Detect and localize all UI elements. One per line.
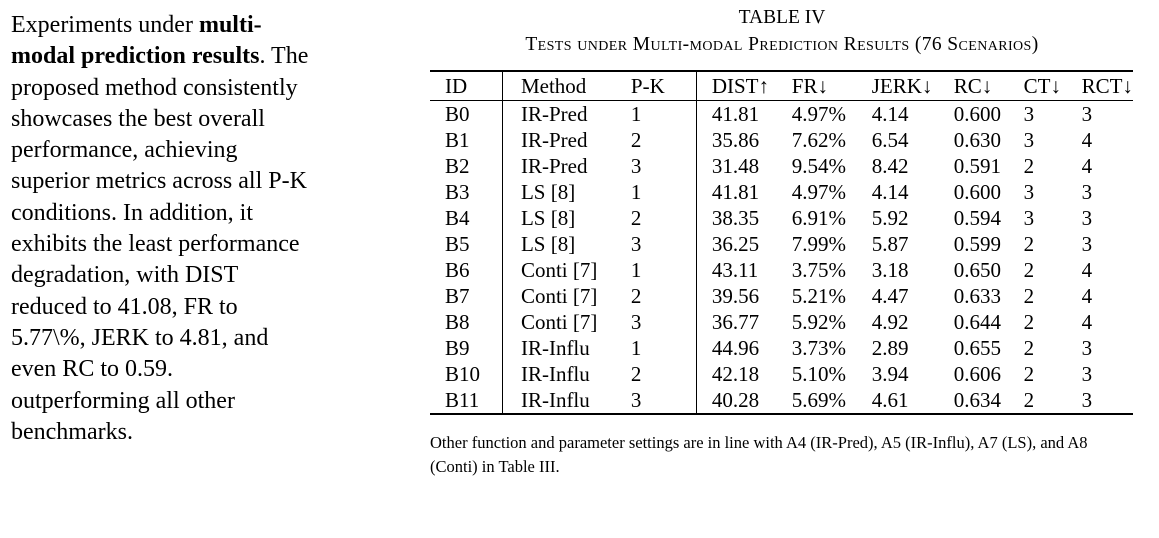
cell-id: B4 (430, 205, 502, 231)
cell-method: IR-Pred (520, 154, 588, 178)
cell-jerk: 6.54 (871, 128, 909, 152)
cell-rc: 0.591 (953, 154, 1001, 178)
cell-method: IR-Pred (520, 102, 588, 126)
cell-method: LS [8] (520, 180, 576, 204)
cell-pk: 2 (630, 128, 642, 152)
table-caption: Other function and parameter settings are in line with A4 (IR-Pred), A5 (IR-Influ), A7 (LS), and A8 (Conti) in Table III. (430, 433, 1088, 476)
cell-dist: 40.28 (696, 387, 791, 414)
cell-pk: 1 (630, 102, 642, 126)
cell-dist: 38.35 (696, 205, 791, 231)
header-rct: RCT↓ (1081, 74, 1133, 98)
cell-rct: 4 (1081, 310, 1093, 334)
cell-jerk: 4.92 (871, 310, 909, 334)
cell-fr: 5.21% (791, 284, 847, 308)
cell-dist: 35.86 (696, 127, 791, 153)
cell-jerk: 4.61 (871, 388, 909, 412)
cell-id: B6 (430, 257, 502, 283)
cell-id: B7 (430, 283, 502, 309)
cell-rc: 0.655 (953, 336, 1001, 360)
cell-id: B3 (430, 179, 502, 205)
table-row (430, 179, 1133, 205)
cell-pk: 3 (630, 232, 642, 256)
cell-rct: 3 (1081, 388, 1093, 412)
cell-rc: 0.599 (953, 232, 1001, 256)
cell-pk: 1 (630, 258, 642, 282)
cell-rc: 0.600 (953, 102, 1001, 126)
cell-rct: 4 (1081, 128, 1093, 152)
cell-fr: 6.91% (791, 206, 847, 230)
cell-id: B1 (430, 127, 502, 153)
paragraph-intro: Experiments under (11, 12, 199, 38)
cell-jerk: 4.47 (871, 284, 909, 308)
cell-ct: 3 (1023, 102, 1035, 126)
cell-ct: 2 (1023, 232, 1035, 256)
table-row (430, 231, 1133, 257)
header-ct: CT↓ (1023, 74, 1061, 98)
cell-fr: 4.97% (791, 180, 847, 204)
cell-jerk: 8.42 (871, 154, 909, 178)
header-method: Method (520, 74, 587, 98)
cell-ct: 3 (1023, 180, 1035, 204)
cell-method: LS [8] (520, 206, 576, 230)
cell-fr: 5.92% (791, 310, 847, 334)
cell-jerk: 4.14 (871, 180, 909, 204)
cell-rc: 0.644 (953, 310, 1001, 334)
cell-method: Conti [7] (520, 258, 598, 282)
cell-fr: 9.54% (791, 154, 847, 178)
cell-id: B9 (430, 335, 502, 361)
table-row (430, 205, 1133, 231)
cell-rc: 0.630 (953, 128, 1001, 152)
cell-pk: 3 (630, 310, 642, 334)
table-row (430, 257, 1133, 283)
cell-id: B8 (430, 309, 502, 335)
cell-ct: 2 (1023, 258, 1035, 282)
header-fr: FR↓ (791, 74, 828, 98)
cell-fr: 7.99% (791, 232, 847, 256)
cell-rct: 3 (1081, 102, 1093, 126)
cell-method: Conti [7] (520, 284, 598, 308)
cell-ct: 2 (1023, 154, 1035, 178)
cell-dist: 41.81 (696, 101, 791, 128)
table-body (430, 101, 1133, 415)
cell-rc: 0.600 (953, 180, 1001, 204)
cell-fr: 3.75% (791, 258, 847, 282)
cell-rct: 3 (1081, 206, 1093, 230)
cell-dist: 31.48 (696, 153, 791, 179)
header-jerk: JERK↓ (871, 74, 933, 98)
cell-pk: 1 (630, 336, 642, 360)
cell-method: IR-Influ (520, 362, 590, 386)
cell-dist: 36.77 (696, 309, 791, 335)
cell-id: B5 (430, 231, 502, 257)
cell-fr: 4.97% (791, 102, 847, 126)
table-header-row (430, 71, 1133, 101)
cell-dist: 43.11 (696, 257, 791, 283)
cell-rct: 4 (1081, 154, 1093, 178)
cell-ct: 2 (1023, 388, 1035, 412)
cell-jerk: 3.94 (871, 362, 909, 386)
cell-pk: 3 (630, 154, 642, 178)
cell-ct: 2 (1023, 336, 1035, 360)
table-row (430, 309, 1133, 335)
cell-rc: 0.633 (953, 284, 1001, 308)
cell-jerk: 2.89 (871, 336, 909, 360)
cell-method: Conti [7] (520, 310, 598, 334)
cell-fr: 5.10% (791, 362, 847, 386)
cell-dist: 41.81 (696, 179, 791, 205)
cell-rc: 0.634 (953, 388, 1001, 412)
cell-jerk: 3.18 (871, 258, 909, 282)
cell-id: B2 (430, 153, 502, 179)
cell-rct: 4 (1081, 258, 1093, 282)
cell-jerk: 4.14 (871, 102, 909, 126)
cell-rc: 0.650 (953, 258, 1001, 282)
cell-rct: 3 (1081, 336, 1093, 360)
cell-pk: 2 (630, 206, 642, 230)
results-table (430, 70, 1133, 415)
cell-id: B10 (430, 361, 502, 387)
header-rc: RC↓ (953, 74, 993, 98)
cell-pk: 3 (630, 388, 642, 412)
cell-rct: 3 (1081, 362, 1093, 386)
cell-dist: 39.56 (696, 283, 791, 309)
cell-rc: 0.606 (953, 362, 1001, 386)
table-row (430, 361, 1133, 387)
paragraph-period: . (259, 43, 266, 70)
header-dist: DIST↑ (696, 71, 791, 101)
paragraph-body: The proposed method consistently showcases the best overall performance, achieving superior metrics across all P-K conditions. In addition, it exhibits the least performance degradation, with DIST reduced to 41.08, FR to 5.77\%, JERK to 4.81, and even RC to 0.59. outperforming all other benchmarks. (11, 43, 309, 445)
cell-method: IR-Pred (520, 128, 588, 152)
table-title: TABLE IV (738, 7, 826, 28)
cell-ct: 3 (1023, 128, 1035, 152)
cell-ct: 2 (1023, 284, 1035, 308)
header-id: ID (430, 71, 502, 101)
cell-rct: 3 (1081, 180, 1093, 204)
cell-dist: 36.25 (696, 231, 791, 257)
cell-method: LS [8] (520, 232, 576, 256)
table-row (430, 283, 1133, 309)
table-row (430, 127, 1133, 153)
table-row (430, 101, 1133, 128)
table-row (430, 153, 1133, 179)
cell-rct: 3 (1081, 232, 1093, 256)
cell-pk: 1 (630, 180, 642, 204)
cell-ct: 3 (1023, 206, 1035, 230)
cell-method: IR-Influ (520, 336, 590, 360)
header-pk: P-K (630, 74, 665, 98)
cell-pk: 2 (630, 362, 642, 386)
cell-id: B0 (430, 101, 502, 128)
cell-dist: 44.96 (696, 335, 791, 361)
cell-rc: 0.594 (953, 206, 1001, 230)
cell-fr: 5.69% (791, 388, 847, 412)
cell-method: IR-Influ (520, 388, 590, 412)
table-subtitle: Tests under Multi-modal Prediction Results (76 Scenarios) (525, 34, 1039, 55)
cell-fr: 7.62% (791, 128, 847, 152)
cell-ct: 2 (1023, 362, 1035, 386)
cell-jerk: 5.87 (871, 232, 909, 256)
table-row (430, 387, 1133, 414)
cell-id: B11 (430, 387, 502, 414)
cell-rct: 4 (1081, 284, 1093, 308)
body-paragraph (11, 10, 311, 448)
cell-jerk: 5.92 (871, 206, 909, 230)
cell-ct: 2 (1023, 310, 1035, 334)
cell-pk: 2 (630, 284, 642, 308)
cell-fr: 3.73% (791, 336, 847, 360)
cell-dist: 42.18 (696, 361, 791, 387)
table-row (430, 335, 1133, 361)
paragraph-bold-heading: multi-modal prediction results (11, 12, 262, 70)
